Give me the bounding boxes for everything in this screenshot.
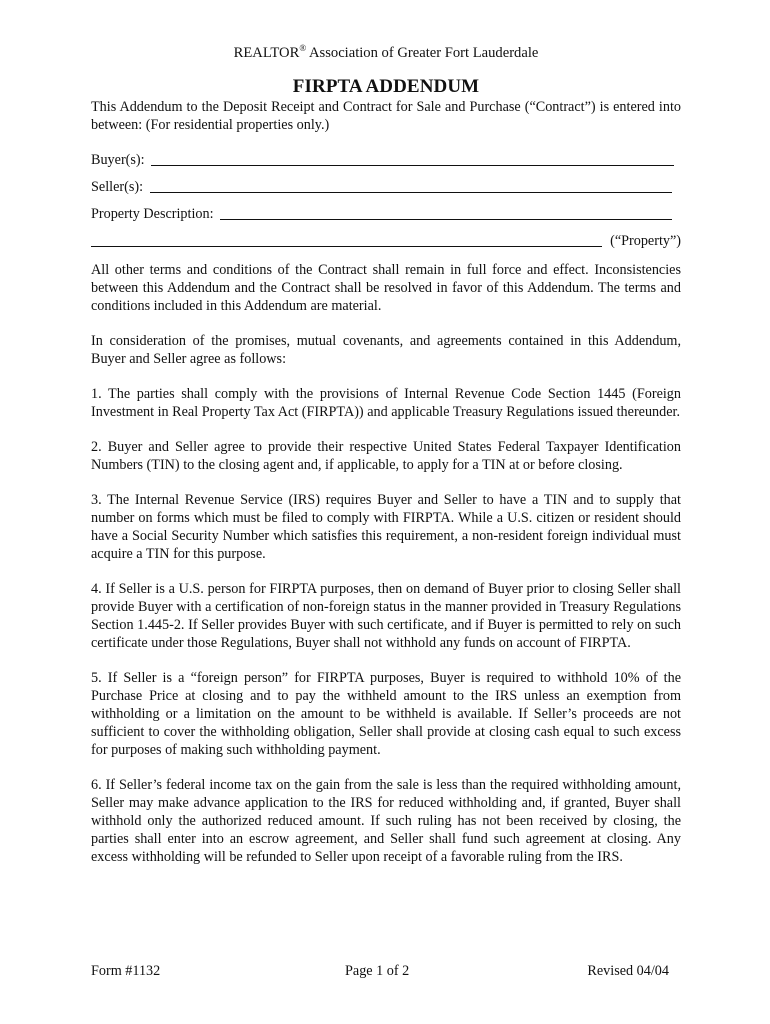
org-name-prefix: REALTOR: [233, 45, 300, 61]
registered-mark: ®: [299, 43, 307, 53]
buyer-field[interactable]: [91, 151, 674, 169]
seller-blank-line[interactable]: [150, 192, 672, 193]
property-continuation-field[interactable]: [91, 232, 681, 250]
page-number: Page 1 of 2: [345, 963, 410, 979]
revision-date: Revised 04/04: [587, 963, 669, 979]
org-name-suffix: Association of Greater Fort Lauderdale: [306, 45, 539, 61]
clause-1: 1. The parties shall comply with the provisions of Internal Revenue Code Section 1445 (Foreign Investment in Real Property Tax Act (FIRPTA)) and applicable Treasury Regulations issued thereunder.: [91, 386, 681, 420]
consideration-paragraph: In consideration of the promises, mutual covenants, and agreements contained in this Addendum, Buyer and Seller agree as follows:: [91, 333, 681, 367]
document-page: [91, 44, 681, 866]
document-title: FIRPTA ADDENDUM: [292, 76, 480, 97]
seller-field[interactable]: [91, 178, 672, 196]
document-footer: [91, 962, 669, 980]
buyer-blank-line[interactable]: [151, 165, 674, 166]
clause-5: 5. If Seller is a “foreign person” for FIRPTA purposes, Buyer is required to withhold 10% of the Purchase Price at closing and to pay the withheld amount to the IRS unless an exemption from withholding or a limitation on the amount to be withheld is available. If Seller’s proceeds are not sufficient to cover the withholding obligation, Seller shall provide at closing cash equal to such excess for purposes of making such withholding payment.: [91, 670, 681, 758]
clause-6: 6. If Seller’s federal income tax on the gain from the sale is less than the required withholding amount, Seller may make advance application to the IRS for reduced withholding and, if granted, Buyer shall withhold only the authorized reduced amount. If such ruling has not been received by closing, the parties shall enter into an escrow agreement, and Seller shall fund such agreement at closing. Any excess withholding will be refunded to Seller upon receipt of a favorable ruling from the IRS.: [91, 777, 681, 865]
terms-paragraph: All other terms and conditions of the Contract shall remain in full force and effect. Inconsistencies between this Addendum and the Contract shall be resolved in favor of this Addendum. The terms and conditions included in this Addendum are material.: [91, 262, 681, 314]
property-description-field[interactable]: [91, 205, 672, 223]
intro-paragraph: This Addendum to the Deposit Receipt and Contract for Sale and Purchase (“Contract”) is entered into between: (For residential properties only.): [91, 99, 681, 133]
seller-label: Seller(s):: [91, 179, 147, 195]
property-description-label: Property Description:: [91, 206, 218, 222]
property-suffix-label: (“Property”): [606, 233, 681, 249]
property-description-blank-line[interactable]: [220, 219, 672, 220]
property-continuation-blank-line[interactable]: [91, 246, 602, 247]
buyer-label: Buyer(s):: [91, 152, 149, 168]
form-number: Form #1132: [91, 963, 161, 979]
document-header: [91, 44, 681, 62]
clause-3: 3. The Internal Revenue Service (IRS) requires Buyer and Seller to have a TIN and to supply that number on forms which must be filed to comply with FIRPTA. While a U.S. citizen or resident should have a Social Security Number which satisfies this requirement, a non-resident foreign individual must acquire a TIN for this purpose.: [91, 492, 681, 562]
clause-2: 2. Buyer and Seller agree to provide their respective United States Federal Taxpayer Identification Numbers (TIN) to the closing agent and, if applicable, to apply for a TIN at or before closing.: [91, 439, 681, 473]
clause-4: 4. If Seller is a U.S. person for FIRPTA purposes, then on demand of Buyer prior to closing Seller shall provide Buyer with a certification of non-foreign status in the manner provided in Treasury Regulations Section 1.445-2. If Seller provides Buyer with such certificate, and if Buyer is permitted to rely on such certificate under those Regulations, Buyer shall not withhold any funds on account of FIRPTA.: [91, 581, 681, 651]
